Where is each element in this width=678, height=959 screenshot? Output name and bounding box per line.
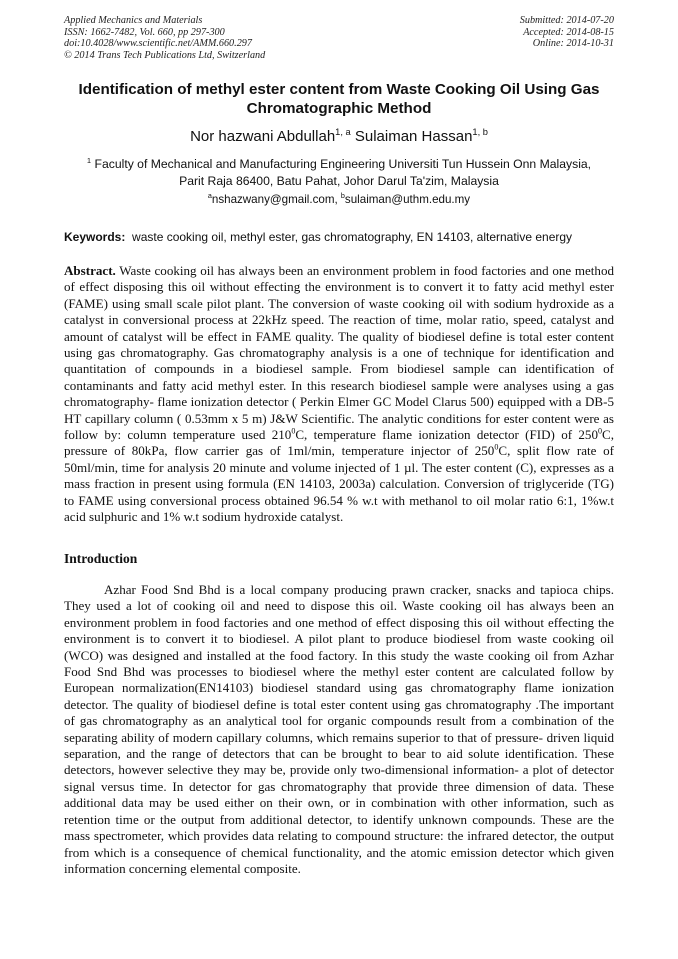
section-heading-introduction: Introduction	[64, 551, 138, 566]
abstract-label: Abstract.	[64, 263, 116, 278]
affiliation-line: Faculty of Mechanical and Manufacturing Engineering Universiti Tun Hussein Onn Malaysia,	[94, 157, 592, 171]
author-superscript: 1, a	[335, 127, 351, 137]
affiliation	[60, 156, 618, 190]
author-list	[0, 128, 678, 146]
date-online: Online: 2014-10-31	[532, 38, 614, 49]
date-submitted: Submitted: 2014-07-20	[519, 15, 614, 26]
degree-superscript: 0	[597, 426, 603, 436]
email-text: nshazwany@gmail.com,	[211, 193, 341, 206]
abstract-text: C, pressure of 80kPa, flow carrier gas of 1ml/min, temperature injector of 250	[64, 427, 614, 459]
affiliation-line: Parit Raja 86400, Batu Pahat, Johor Darul Ta'zim, Malaysia	[179, 174, 499, 188]
author-emails	[0, 193, 678, 207]
author-name: Sulaiman Hassan	[354, 128, 473, 145]
date-accepted: Accepted: 2014-08-15	[523, 26, 614, 38]
introduction-paragraph: Azhar Food Snd Bhd is a local company producing prawn cracker, snacks and tapioca chips. They used a lot of cooking oil and need to dispose this oil. Waste cooking oil has always been an environment problem in food factories and one method of effect disposing this oil without effecting the environment is to convert it to biodiesel. A pilot plant to produce biodiesel from waste cooking oil (WCO) was designed and installed at the food factory. In this study the waste cooking oil from Azhar Food Snd Bhd was processes to biodiesel where the methyl ester content are calculated follow by European normalization(EN14103) biodiesel standard using gas chromatography flame ionization detector. The quality of biodiesel define is total ester content using gas chromatography .The important of gas chromatography as an analytical tool for organic compounds result from a combination of the separating ability of modern capillary columns, which remains superior to that of pressure- driven liquid separation, and the range of detectors that can be brought to bear to aid solute identification. These detectors, however selective they may be, provide only two-dimensional information- a plot of detector signal versus time. In detector for gas chromatography that provide three dimension of data. These additional data may be used either on their own, or in combination with other information, such as retention time or the output from additional detector, to identify unknown compounds. These are the mass spectrometer, which provides data relating to compound structure: the infrared detector, the output from which is a consequence of chemical functionality, and the atomic emission detector which given information concerning elemental composite.	[64, 582, 614, 876]
affiliation-superscript: 1	[86, 155, 92, 165]
email-superscript: a	[207, 191, 212, 201]
abstract-paragraph	[64, 263, 614, 526]
degree-superscript: 0	[291, 426, 296, 436]
email-text: sulaiman@uthm.edu.my	[344, 193, 471, 206]
abstract-text: C, split flow rate of 50ml/min, time for analysis 20 minute and volume injected of 1 µl. The ester content (C), expresses as a mass fraction in present using formula (EN 14103, 2003a) calculation. Conversion of triglyceride (TG) to FAME using conversional process obtained 96.54 % w.t with methanol to oil molar ratio 6:1, 1%w.t acid sulphuric and 1% w.t sodium hydroxide catalyst.	[64, 443, 614, 525]
paper-title: Identification of methyl ester content from Waste Cooking Oil Using Gas Chromatographic Method	[78, 81, 600, 117]
keywords	[64, 230, 624, 244]
author-name: Nor hazwani Abdullah	[190, 128, 336, 145]
abstract-text: C, temperature flame ionization detector (FID) of 250	[295, 427, 598, 443]
author-superscript: 1, b	[472, 127, 488, 137]
journal-name: Applied Mechanics and Materials	[64, 15, 203, 26]
email-superscript: b	[340, 191, 345, 201]
keywords-label: Keywords:	[64, 230, 126, 244]
journal-info	[64, 15, 265, 61]
degree-superscript: 0	[494, 443, 499, 453]
journal-issn: ISSN: 1662-7482, Vol. 660, pp 297-300	[64, 26, 225, 38]
keywords-text: waste cooking oil, methyl ester, gas chromatography, EN 14103, alternative energy	[132, 230, 573, 244]
journal-copyright: © 2014 Trans Tech Publications Ltd, Switzerland	[64, 49, 266, 61]
abstract-text: Waste cooking oil has always been an environment problem in food factories and one method of effect disposing this oil without effecting the environment is to convert it to fatty acid methyl ester (FAME) using small scale pilot plant. The conversion of waste cooking oil with sodium hydroxide as a catalyst in conversional process at 22kHz speed. The reaction of time, molar ratio, speed, catalyst and amount of catalyst will be effect in FAME quality. The quality of biodiesel define is total ester content using gas chromatography. Gas chromatography analysis is a one of technique for identification and quantitation of compounds in a biodiesel sample. From biodiesel sample can identification of contaminants and fatty acid methyl ester. In this research biodiesel sample were analyses using a gas chromatography- flame ionization detector ( Perkin Elmer GC Model Clarus 500) equipped with a DB-5 HT capillary column ( 0.53mm x 5 m) J&W Scientific. The analytic conditions for ester content were as follow by: column temperature used 210	[64, 263, 614, 443]
publication-dates	[520, 15, 614, 50]
journal-doi: doi:10.4028/www.scientific.net/AMM.660.297	[64, 38, 252, 49]
